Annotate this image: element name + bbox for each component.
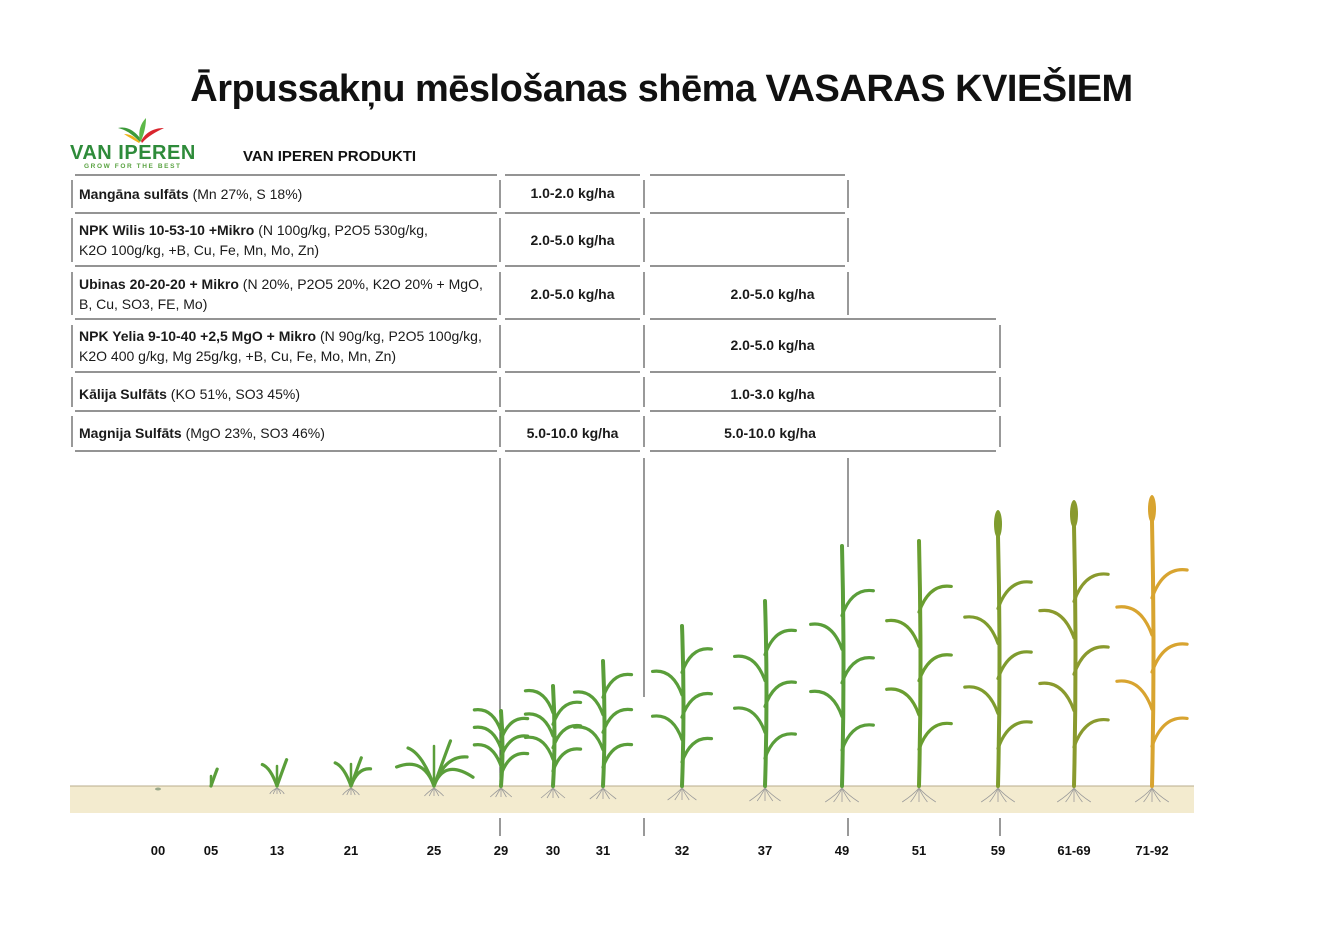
product-row-npk-yelia: NPK Yelia 9-10-40 +2,5 MgO + Mikro (N 90g/kg, P2O5 100g/kg, K2O 400 g/kg, Mg 25g/kg, +B, Cu, Fe, Mo, Mn, Zn): [79, 328, 482, 364]
growth-stage-label: 61-69: [1057, 843, 1091, 858]
wheat-plant-icon: [811, 546, 874, 802]
growth-stage-label: 37: [757, 843, 773, 858]
soil-band: [70, 786, 1194, 813]
rate-b-ubinas: 2.0-5.0 kg/ha: [730, 286, 815, 302]
rate-a-ubinas: 2.0-5.0 kg/ha: [530, 286, 615, 302]
growth-stage-label: 00: [150, 843, 166, 858]
growth-stage-label: 49: [834, 843, 850, 858]
growth-stage-label: 13: [269, 843, 285, 858]
wheat-plant-icon: [211, 769, 217, 786]
wheat-plant-icon: [1117, 495, 1187, 802]
logo-tagline: GROW FOR THE BEST: [84, 163, 182, 170]
growth-stage-label: 31: [595, 843, 611, 858]
product-row-ubinas: Ubinas 20-20-20 + Mikro (N 20%, P2O5 20%, K2O 20% + MgO, B, Cu, SO3, FE, Mo): [79, 276, 483, 312]
growth-stage-label: 21: [343, 843, 359, 858]
page-title: Ārpussakņu mēslošanas shēma VASARAS KVIEŠIEM: [190, 68, 1133, 110]
rate-b-magnesium-sulfate: 5.0-10.0 kg/ha: [724, 425, 816, 441]
wheat-plant-icon: [965, 510, 1031, 802]
growth-stage-label: 05: [203, 843, 219, 858]
wheat-plant-icon: [155, 788, 161, 791]
growth-stage-label: 30: [545, 843, 561, 858]
product-row-magnesium-sulfate: Magnija Sulfāts (MgO 23%, SO3 46%): [79, 425, 325, 441]
rate-b-potassium-sulfate: 1.0-3.0 kg/ha: [730, 386, 815, 402]
product-row-manganese: Mangāna sulfāts (Mn 27%, S 18%): [79, 186, 303, 202]
wheat-plant-icon: [735, 601, 796, 801]
growth-stage-label: 71-92: [1135, 843, 1169, 858]
growth-stage-label: 29: [493, 843, 509, 858]
wheat-plant-icon: [525, 686, 580, 798]
wheat-plant-icon: [574, 661, 631, 799]
wheat-plant-icon: [1040, 500, 1108, 802]
rate-a-magnesium-sulfate: 5.0-10.0 kg/ha: [526, 425, 619, 441]
wheat-plant-icon: [653, 626, 712, 800]
products-header: VAN IPEREN PRODUKTI: [243, 148, 417, 165]
growth-stage-label: 51: [911, 843, 927, 858]
product-row-potassium-sulfate: Kālija Sulfāts (KO 51%, SO3 45%): [79, 386, 300, 402]
product-row-npk-wilis: NPK Wilis 10-53-10 +Mikro (N 100g/kg, P2O5 530g/kg, K2O 100g/kg, +B, Cu, Fe, Mn, Mo, Zn): [79, 222, 428, 258]
rate-a-npk-wilis: 2.0-5.0 kg/ha: [530, 232, 615, 248]
rate-b-npk-yelia: 2.0-5.0 kg/ha: [730, 337, 815, 353]
growth-stage-label: 32: [674, 843, 690, 858]
rate-a-manganese: 1.0-2.0 kg/ha: [530, 185, 615, 201]
wheat-plant-icon: [887, 541, 952, 802]
growth-stage-label: 59: [990, 843, 1006, 858]
wheat-plant-icon: [474, 710, 527, 797]
growth-stage-label: 25: [426, 843, 442, 858]
logo-wordmark: VAN IPEREN: [70, 142, 196, 164]
